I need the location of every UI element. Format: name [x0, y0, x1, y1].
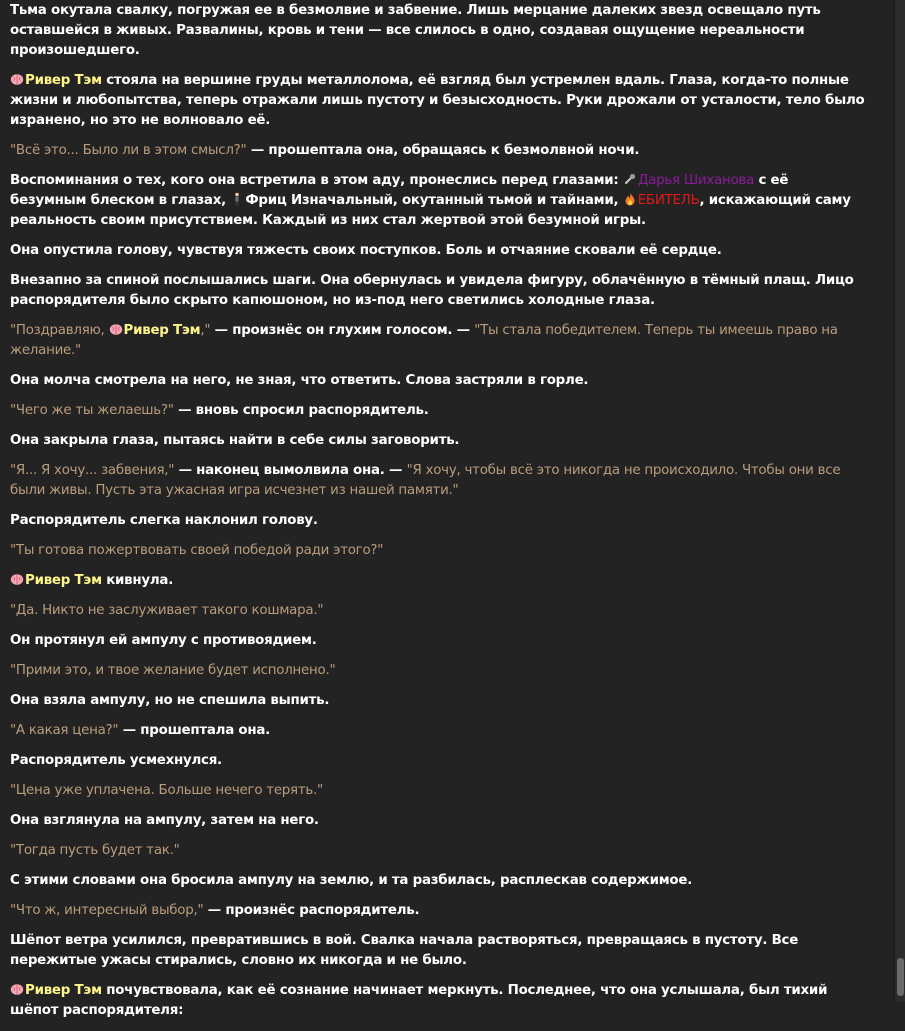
paragraph-26: Шёпот ветра усилился, превратившись в вой. Свалка начала растворяться, превращаясь в пустоту. Все пережитые ужасы стирались, словно их никогда и не было. [10, 933, 799, 968]
paragraph-18: Она взяла ампулу, но не спешила выпить. [10, 693, 330, 708]
brain-icon [10, 72, 24, 86]
dialogue-quote: "Поздравляю, [10, 323, 109, 338]
paragraph-14 [10, 571, 866, 591]
paragraph-17: "Прими это, и твое желание будет исполнено." [10, 663, 336, 678]
narration-text: кивнула. [101, 573, 174, 588]
dialogue-quote: "Чего же ты желаешь?" [10, 403, 174, 418]
narration-text: — произнёс он глухим голосом. — [210, 323, 475, 338]
paragraph-5: Она опустила голову, чувствуя тяжесть своих поступков. Боль и отчаяние сковали её сердце. [10, 243, 722, 258]
narration-text: Воспоминания о тех, кого она встретила в этом аду, пронеслись перед глазами: [10, 173, 623, 188]
dialogue-quote: "Ты стала победителем. Теперь ты имеешь право на желание." [10, 323, 838, 358]
paragraph-8: Она молча смотрела на него, не зная, что ответить. Слова застряли в горле. [10, 373, 589, 388]
dialogue-quote: "А какая цена?" [10, 723, 119, 738]
narration-text: , искажающий саму реальность своим присутствием. Каждый из них стал жертвой этой безумной игры. [10, 193, 851, 228]
brain-icon [10, 572, 24, 586]
paragraph-15: "Да. Никто не заслуживает такого кошмара." [10, 603, 324, 618]
character-name-fritz[interactable]: Фриц Изначальный [245, 193, 393, 208]
character-name-river[interactable]: Ривер Тэм [25, 983, 102, 998]
narration-text: — прошептала она. [118, 723, 270, 738]
narration-text: — прошептала она, обращаясь к безмолвной ночи. [246, 143, 640, 158]
paragraph-6: Внезапно за спиной послышались шаги. Она обернулась и увидела фигуру, облачённую в тёмный плащ. Лицо распорядителя было скрыто капюшоном, но из-под него светились холодные глаза. [10, 273, 854, 308]
paragraph-21: "Цена уже уплачена. Больше нечего терять." [10, 783, 323, 798]
paragraph-7 [10, 321, 866, 361]
narration-text: — вновь спросил распорядитель. [173, 403, 429, 418]
paragraph-27 [10, 981, 866, 1021]
paragraph-20: Распорядитель усмехнулся. [10, 753, 222, 768]
paragraph-22: Она взглянула на ампулу, затем на него. [10, 813, 319, 828]
paragraph-25 [10, 901, 866, 921]
paragraph-10: Она закрыла глаза, пытаясь найти в себе силы заговорить. [10, 433, 460, 448]
paragraph-13: "Ты готова пожертвовать своей победой ради этого?" [10, 543, 384, 558]
narration-text: , окутанный тьмой и тайнами, [392, 193, 623, 208]
paragraph-19 [10, 721, 866, 741]
dialogue-quote: "Я хочу, чтобы всё это никогда не происходило. Чтобы они все были живы. Пусть эта ужасная игра исчезнет из нашей памяти." [10, 463, 841, 498]
brain-icon [109, 322, 123, 336]
paragraph-3 [10, 141, 866, 161]
paragraph-16: Он протянул ей ампулу с противоядием. [10, 633, 317, 648]
dialogue-quote: "Я... Я хочу... забвения," [10, 463, 175, 478]
story-text [10, 1, 866, 1031]
narration-text: — наконец вымолвила она. — [174, 463, 407, 478]
dialogue-quote: "Всё это... Было ли в этом смысл?" [10, 143, 247, 158]
narration-text: — произнёс распорядитель. [203, 903, 420, 918]
vertical-scrollbar[interactable] [894, 0, 905, 1002]
dialogue-quote: "Что ж, интересный выбор," [10, 903, 204, 918]
paragraph-4 [10, 171, 866, 231]
standing-person-icon [230, 192, 244, 206]
paragraph-11 [10, 461, 866, 501]
paragraph-2 [10, 71, 866, 131]
paragraph-23: "Тогда пусть будет так." [10, 843, 180, 858]
narration-text: почувствовала, как её сознание начинает меркнуть. Последнее, что она услышала, был тихий шёпот распорядителя: [10, 983, 828, 1018]
paragraph-9 [10, 401, 866, 421]
paragraph-2-text: стояла на вершине груды металлолома, её взгляд был устремлен вдаль. Глаза, когда-то полные жизни и любопытства, теперь отражали лишь пустоту и безысходность. Руки дрожали от усталости, тело было изранено, но это не волновало её. [10, 73, 865, 128]
brain-icon [10, 982, 24, 996]
narration-text: с её безумным блеском в глазах, [10, 173, 789, 208]
paragraph-24: С этими словами она бросила ампулу на землю, и та разбилась, расплескав содержимое. [10, 873, 693, 888]
scrollbar-thumb[interactable] [897, 958, 904, 996]
paragraph-12: Распорядитель слегка наклонил голову. [10, 513, 318, 528]
character-name-ebit[interactable]: ЕБИТЕЛЬ [637, 193, 700, 208]
paragraph-1: Тьма окутала свалку, погружая ее в безмолвие и забвение. Лишь мерцание далеких звезд освещало путь оставшейся в живых. Развалины, кровь и тени — все слилось в одно, создавая ощущение нереальности произошедшего. [10, 3, 821, 58]
character-name-darya[interactable]: Дарья Шиханова [637, 173, 755, 188]
character-name-river[interactable]: Ривер Тэм [25, 73, 102, 88]
microphone-icon [623, 172, 637, 186]
character-name-river[interactable]: Ривер Тэм [123, 323, 201, 338]
fire-icon [623, 192, 637, 206]
dialogue-quote-end: ," [200, 323, 211, 338]
character-name-river[interactable]: Ривер Тэм [25, 573, 102, 588]
